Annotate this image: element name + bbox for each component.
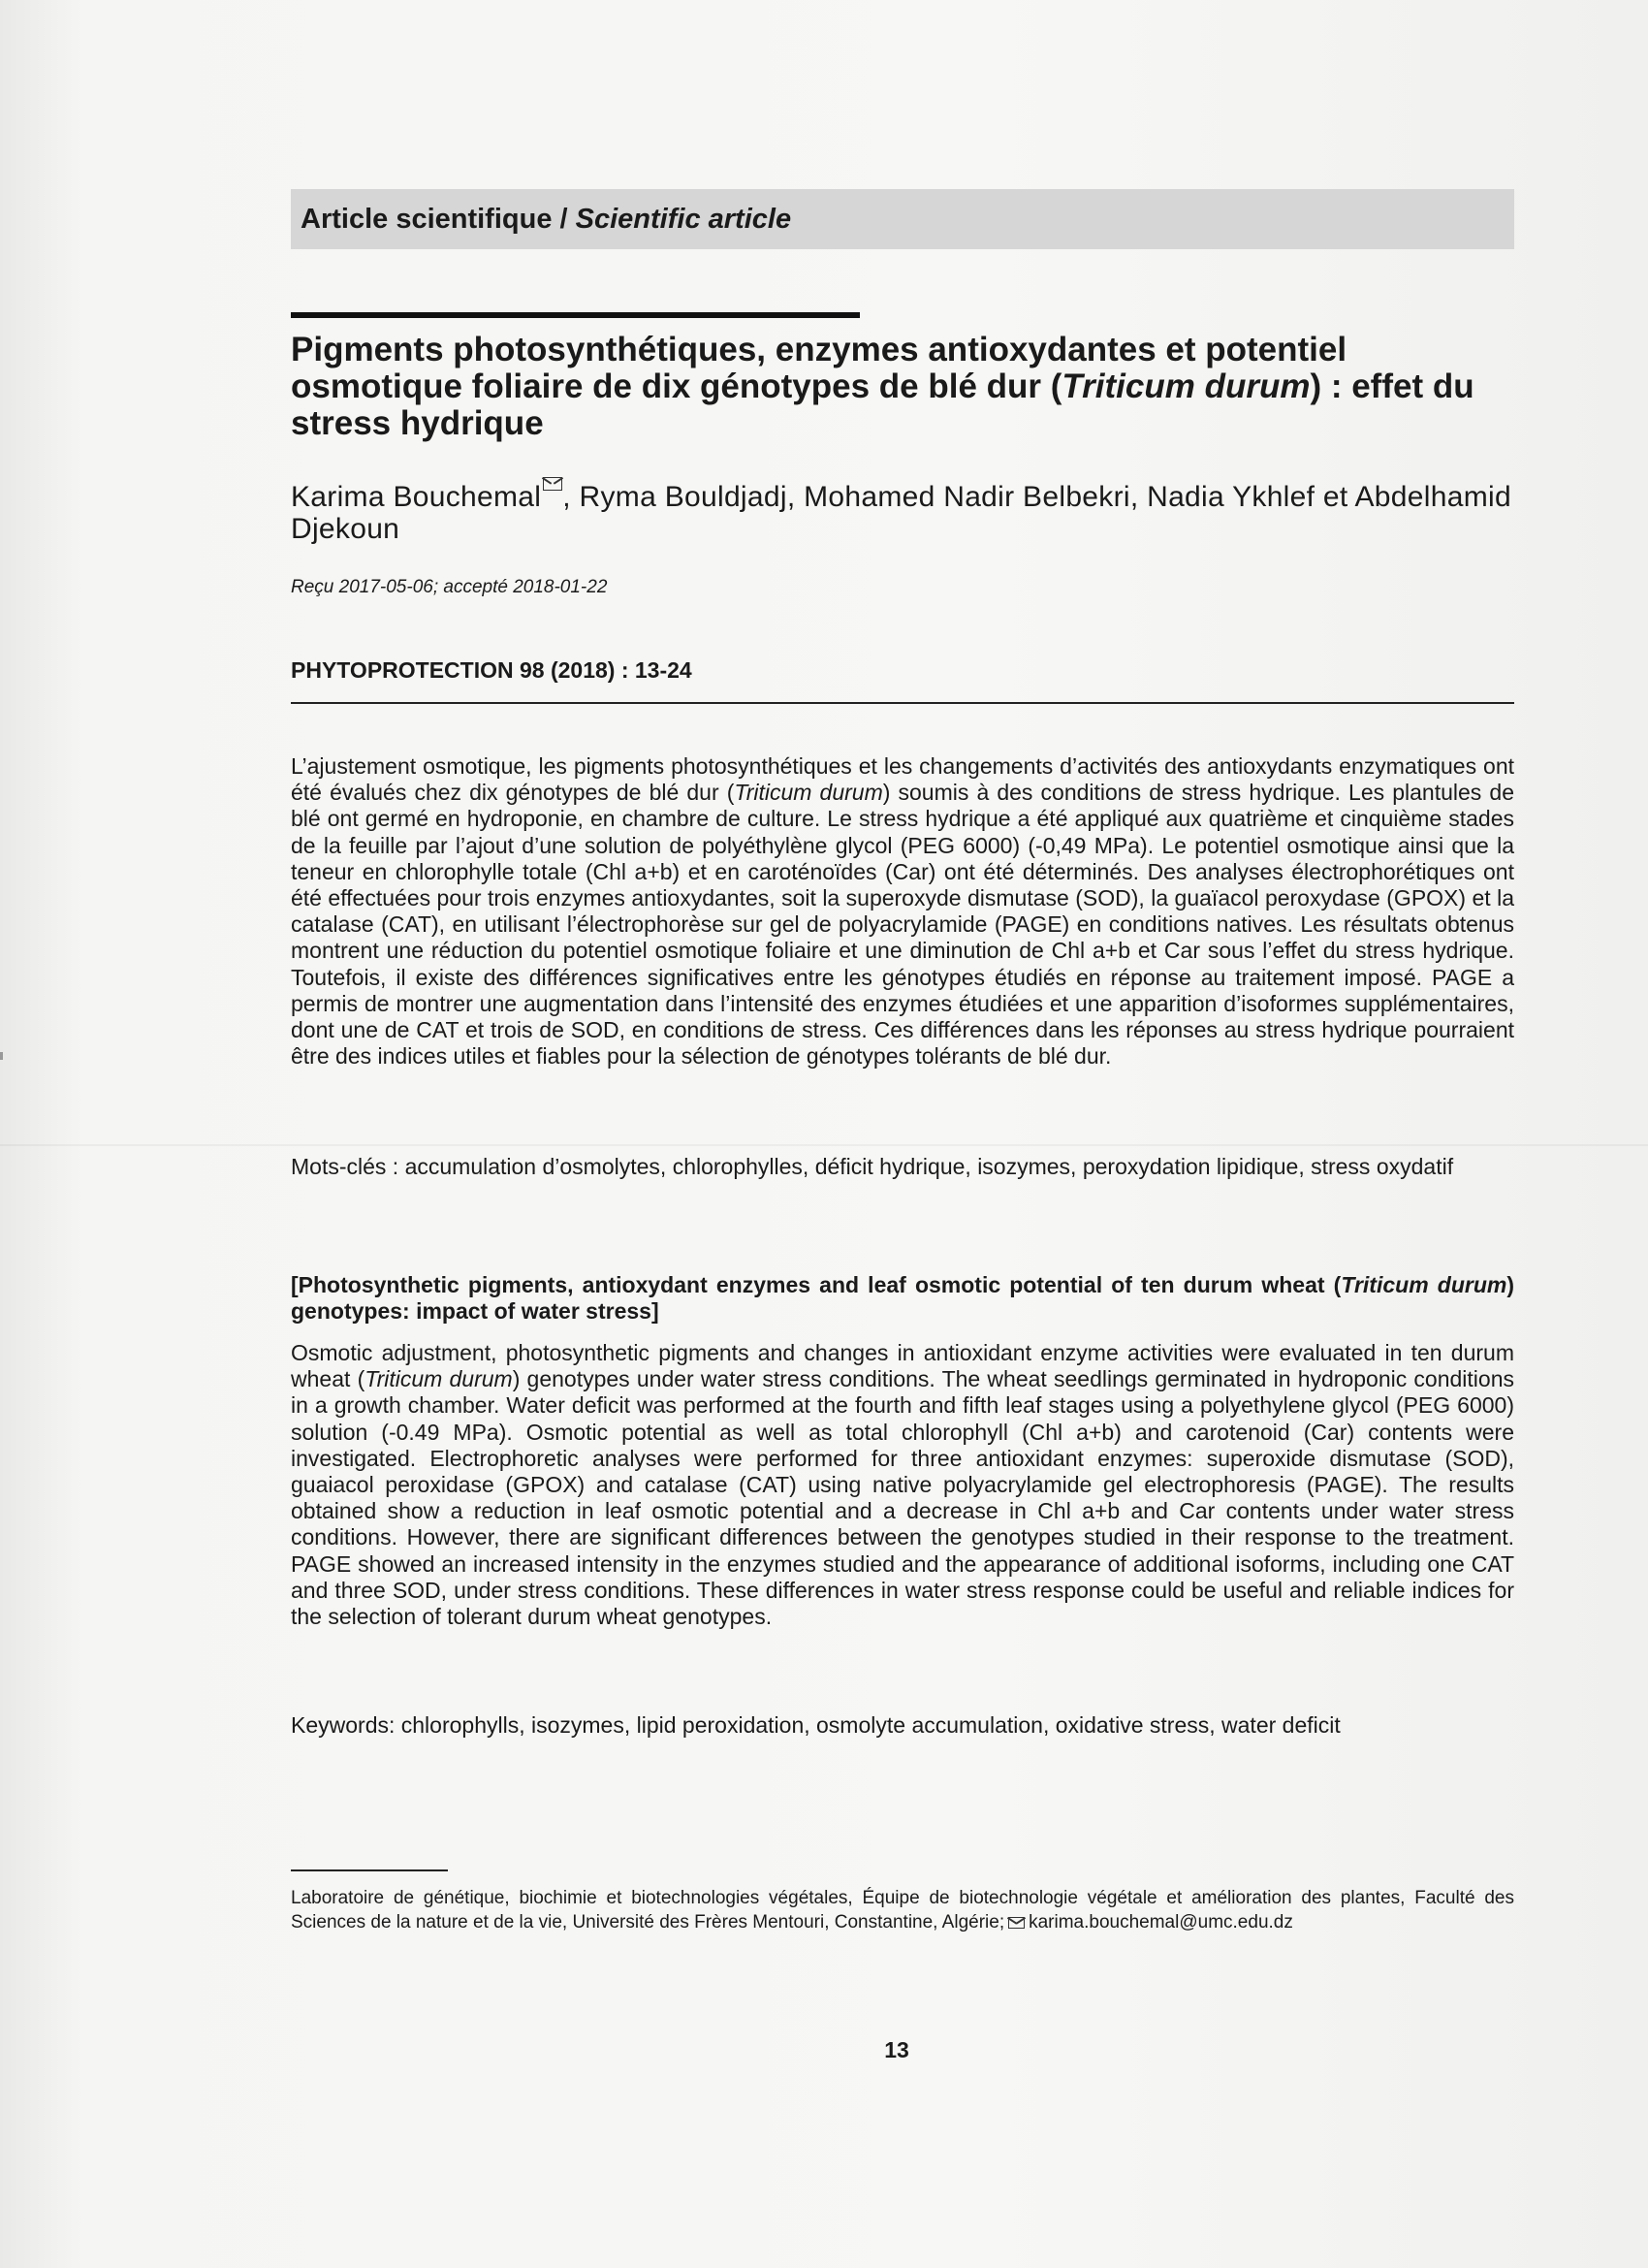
envelope-icon (543, 477, 562, 491)
affiliation-email[interactable]: karima.bouchemal@umc.edu.dz (1029, 1912, 1293, 1933)
title-text-1: Pigments photosynthétiques, enzymes antioxydantes et potentiel osmotique foliaire de dix génotypes de blé dur ( (291, 331, 1347, 405)
author-first: Karima Bouchemal (291, 481, 542, 513)
journal-rule (291, 702, 1514, 704)
keywords-fr: Mots-clés : accumulation d’osmolytes, chlorophylles, déficit hydrique, isozymes, peroxydation lipidique, stress oxydatif (291, 1154, 1454, 1179)
affiliation-text: Laboratoire de génétique, biochimie et biotechnologies végétales, Équipe de biotechnologie végétale et amélioration des plantes, Faculté des Sciences de la nature et de la vie, Université des Frères Mentouri, Constantine, Algérie; (291, 1888, 1514, 1933)
envelope-icon (1008, 1917, 1025, 1929)
abstract-fr-text-2: ) soumis à des conditions de stress hydrique. Les plantules de blé ont germé en hydroponie, en chambre de culture. Le stress hydrique a été appliqué aux quatrième et cinquième stades de la feuille par l’ajout d’une solution de polyéthylène glycol (PEG 6000) (-0,49 MPa). Le potentiel osmotique ainsi que la teneur en chlorophylle totale (Chl a+b) et en caroténoïdes (Car) ont été déterminés. Des analyses électrophorétiques ont été effectuées pour trois enzymes antioxydantes, soit la superoxyde dismutase (SOD), la guaïacol peroxydase (GPOX) et la catalase (CAT), en utilisant l’électrophorèse sur gel de polyacrylamide (PAGE) en conditions natives. Les résultats obtenus montrent une réduction du potentiel osmotique foliaire et une diminution de Chl a+b et Car sous l’effet du stress hydrique. Toutefois, il existe des différences significatives entre les génotypes étudiés en réponse au traitement imposé. PAGE a permis de montrer une augmentation dans l’intensité des enzymes étudiées et une apparition d’isoformes supplémentaires, dont une de CAT et trois de SOD, en conditions de stress. Ces différences dans les réponses au stress hydrique pourraient être des indices utiles et fiables pour la sélection de génotypes tolérants de blé dur. (291, 780, 1514, 1070)
title-species: Triticum durum (1062, 367, 1311, 405)
abstract-en (291, 1340, 1514, 1630)
journal-citation: PHYTOPROTECTION 98 (2018) : 13-24 (291, 657, 692, 683)
abstract-en-text-1: Osmotic adjustment, photosynthetic pigments and changes in antioxidant enzyme activities were evaluated in ten durum wheat ( (291, 1340, 1514, 1392)
keywords-en: Keywords: chlorophylls, isozymes, lipid peroxidation, osmolyte accumulation, oxidative stress, water deficit (291, 1712, 1341, 1738)
author-rest: , Ryma Bouldjadj, Mohamed Nadir Belbekri, Nadia Ykhlef et Abdelhamid Djekoun (291, 481, 1511, 545)
page-number: 13 (884, 2037, 909, 2062)
abstract-fr-text-1: L’ajustement osmotique, les pigments photosynthétiques et les changements d’activités des antioxydants enzymatiques ont été évalués chez dix génotypes de blé dur ( (291, 753, 1514, 806)
article-type-en: Scientific article (575, 203, 792, 235)
english-title (291, 1272, 1514, 1325)
author-list (291, 477, 1514, 545)
paper-fold (0, 1144, 1648, 1146)
abstract-en-species: Triticum durum (364, 1366, 513, 1392)
english-title-text-2: ) genotypes: impact of water stress] (291, 1272, 1514, 1324)
abstract-en-text-2: ) genotypes under water stress conditions. The wheat seedlings germinated in hydroponic conditions in a growth chamber. Water deficit was performed at the fourth and fifth leaf stages using a polyethylene glycol (PEG 6000) solution (-0.49 MPa). Osmotic potential as well as total chlorophyll (Chl a+b) and carotenoid (Car) contents were investigated. Electrophoretic analyses were performed for three antioxidant enzymes: superoxide dismutase (SOD), guaiacol peroxidase (GPOX) and catalase (CAT) using native polyacrylamide gel electrophoresis (PAGE). The results obtained show a reduction in leaf osmotic potential and a decrease in Chl a+b and Car contents under water stress conditions. However, there are significant differences between the genotypes studied in their response to the treatment. PAGE showed an increased intensity in the enzymes studied and the appearance of additional isoforms, including one CAT and three SOD, under stress conditions. These differences in water stress response could be useful and reliable indices for the selection of tolerant durum wheat genotypes. (291, 1366, 1514, 1630)
abstract-fr-species: Triticum durum (734, 780, 883, 806)
affiliation-footnote (291, 1886, 1514, 1934)
title-rule (291, 312, 860, 318)
article-type-fr: Article scientifique (301, 203, 553, 235)
abstract-fr (291, 753, 1514, 1070)
footnote-rule (291, 1869, 448, 1871)
received-date: Reçu 2017-05-06; accepté 2018-01-22 (291, 577, 608, 597)
english-title-species: Triticum durum (1341, 1272, 1507, 1297)
article-title (291, 332, 1514, 442)
margin-mark (0, 1052, 3, 1060)
article-type-separator: / (552, 203, 576, 235)
title-text-2: ) : effet du stress hydrique (291, 367, 1474, 442)
english-title-text-1: [Photosynthetic pigments, antioxydant enzymes and leaf osmotic potential of ten durum wheat ( (291, 1272, 1342, 1297)
article-type-banner (291, 189, 1514, 249)
